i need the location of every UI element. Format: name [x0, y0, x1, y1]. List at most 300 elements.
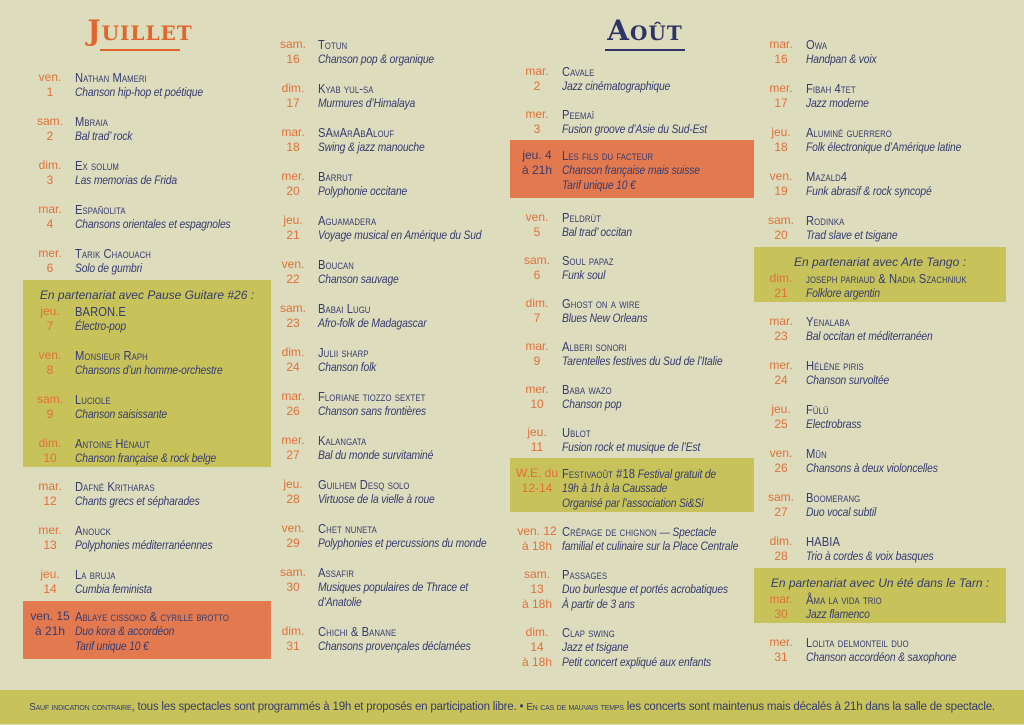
event-description: Murmures d’Himalaya — [318, 96, 416, 110]
date-line: jeu. — [283, 477, 303, 491]
event-entry — [758, 314, 1002, 344]
artist-name-text: Antoine Hénaut — [75, 436, 151, 451]
artist-name — [562, 382, 622, 397]
artist-name — [562, 625, 711, 640]
event-info — [316, 257, 412, 287]
artist-name-text: Ablaye cissoko & cyrille brotto — [75, 609, 230, 624]
date-line: 27 — [774, 505, 788, 519]
date-line: 28 — [774, 549, 788, 563]
date-line: jeu. — [283, 213, 303, 227]
artist-name — [562, 425, 700, 440]
event-info — [804, 592, 894, 622]
partnership-box — [23, 280, 271, 467]
event-info — [804, 635, 981, 665]
event-description: Chansons d’un homme-orchestre — [75, 363, 223, 377]
event-description: Chanson française mais suisse — [562, 163, 700, 177]
date-line: 28 — [286, 492, 300, 506]
artist-name-text: Peldrùt — [562, 210, 602, 225]
event-date — [27, 114, 73, 144]
date-line: dim. — [281, 624, 305, 638]
date-line: 31 — [774, 650, 788, 664]
artist-name — [75, 348, 223, 363]
artist-name — [318, 565, 468, 580]
artist-name-text: Yenalaba — [806, 314, 850, 329]
artist-name — [562, 253, 614, 268]
date-line: mer. — [769, 635, 793, 649]
event-description: Fusion rock et musique de l’Est — [562, 440, 701, 454]
date-line: 24 — [774, 373, 788, 387]
artist-name-text: joseph pariaud & Nadia Szachniuk — [806, 271, 967, 286]
event-info — [73, 114, 142, 144]
artist-name — [318, 81, 415, 96]
event-description: Folklore argentin — [806, 286, 880, 300]
event-info — [73, 479, 220, 509]
event-entry — [270, 37, 502, 67]
event-entry — [514, 148, 750, 193]
event-date — [758, 125, 804, 155]
event-info — [560, 64, 688, 94]
date-line: 13 — [530, 582, 544, 596]
artist-name — [318, 433, 433, 448]
date-line: 13 — [43, 538, 57, 552]
artist-name-text: Soul papaz — [562, 253, 614, 268]
event-date — [27, 523, 73, 553]
date-line: sam. — [523, 567, 550, 581]
event-entry — [270, 477, 502, 507]
date-line: 3 — [533, 122, 541, 136]
date-line: 20 — [286, 184, 300, 198]
artist-name-text: Chichi & Banane — [318, 624, 397, 639]
event-date — [758, 37, 804, 67]
event-description: Duo vocal subtil — [806, 505, 877, 519]
event-info — [73, 523, 235, 553]
event-entry — [758, 271, 1002, 301]
artist-name-text: Ublot — [562, 425, 591, 440]
artist-name-text: Totun — [318, 37, 348, 52]
date-line: sam. — [279, 37, 306, 51]
date-line: dim. — [525, 296, 549, 310]
event-info — [804, 37, 888, 67]
artist-name-text: Españolita — [75, 202, 126, 217]
event-description: Las memorias de Frida — [75, 173, 177, 187]
event-entry — [758, 446, 1002, 476]
event-entry — [514, 382, 750, 412]
event-info — [560, 466, 741, 511]
date-line: 17 — [286, 96, 300, 110]
date-line: jeu. — [771, 402, 791, 416]
artist-name — [806, 271, 967, 286]
event-date — [27, 246, 73, 276]
event-date — [270, 125, 316, 155]
artist-name — [806, 358, 889, 373]
date-line: ven. 12 — [517, 524, 557, 538]
date-line: à 21h — [34, 624, 66, 638]
date-line: mar. — [38, 202, 62, 216]
event-date — [758, 358, 804, 388]
event-info — [560, 148, 722, 193]
event-date — [758, 402, 804, 432]
event-date — [270, 301, 316, 331]
event-info — [804, 125, 986, 155]
date-line: mer. — [281, 433, 305, 447]
date-line: 6 — [533, 268, 541, 282]
event-date — [270, 81, 316, 111]
event-description: Chansons provençales déclamées — [318, 639, 471, 653]
event-date — [27, 304, 73, 334]
artist-name-text: Peemaï — [562, 107, 595, 122]
event-description: Bal trad’ occitan — [562, 225, 632, 239]
event-description: Handpan & voix — [806, 52, 877, 66]
footer-lead-1: Sauf indication contraire — [29, 702, 132, 713]
event-description: d’Anatolie — [318, 595, 362, 609]
event-date — [270, 169, 316, 199]
date-line: dim. — [281, 345, 305, 359]
event-info — [316, 433, 452, 463]
event-info — [316, 477, 454, 507]
date-line: à 21h — [521, 163, 553, 177]
event-entry — [27, 114, 267, 144]
event-description: Électro-pop — [75, 319, 126, 333]
event-entry — [514, 296, 750, 326]
month-title-text: Juillet — [87, 14, 193, 47]
date-line: 25 — [774, 417, 788, 431]
special-event-box — [510, 140, 754, 198]
event-date — [758, 446, 804, 476]
event-date — [514, 524, 560, 554]
date-line: jeu. — [527, 425, 547, 439]
event-description: Chanson sans frontières — [318, 404, 426, 418]
event-date — [27, 348, 73, 378]
event-date — [514, 339, 560, 369]
event-description: Tarif unique 10 € — [75, 639, 149, 653]
artist-name — [75, 114, 132, 129]
event-entry — [270, 301, 502, 331]
artist-name — [806, 125, 961, 140]
partnership-header: En partenariat avec Un été dans le Tarn : — [770, 576, 990, 590]
event-entry — [514, 524, 750, 554]
date-line: mar. — [281, 389, 305, 403]
date-line: 1 — [46, 85, 54, 99]
date-line: 18 — [774, 140, 788, 154]
event-entry — [27, 158, 267, 188]
date-line: 26 — [286, 404, 300, 418]
date-line: mer. — [38, 246, 62, 260]
artist-name — [318, 301, 426, 316]
event-entry — [758, 125, 1002, 155]
artist-name — [806, 446, 938, 461]
event-info — [73, 158, 194, 188]
artist-name — [75, 609, 229, 624]
artist-name — [318, 213, 476, 228]
footer-text-1: , tous les spectacles sont programmés à 19h et proposés en participation libre. • — [131, 701, 527, 713]
event-entry — [27, 479, 267, 509]
event-entry — [758, 635, 1002, 665]
artist-name-text: Hélène piris — [806, 358, 864, 373]
event-date — [27, 158, 73, 188]
date-line: sam. — [523, 253, 550, 267]
special-event-box — [23, 601, 271, 659]
event-entry — [514, 107, 750, 137]
date-line: mar. — [281, 125, 305, 139]
event-info — [316, 624, 495, 654]
event-info — [316, 169, 422, 199]
event-date — [270, 257, 316, 287]
event-entry — [270, 433, 502, 463]
artist-name — [562, 107, 707, 122]
date-line: 2 — [46, 129, 54, 143]
event-entry — [27, 609, 267, 654]
event-info — [73, 609, 254, 654]
artist-name-text: Kyab yul-sa — [318, 81, 374, 96]
artist-name-extra: — Spectacle — [656, 525, 717, 539]
artist-name — [806, 534, 933, 549]
artist-name — [75, 202, 231, 217]
event-entry — [758, 169, 1002, 199]
event-description: Jazz flamenco — [806, 607, 870, 621]
artist-name-text: Aluminé guerrero — [806, 125, 892, 140]
event-date — [514, 296, 560, 326]
event-description: Bal occitan et méditerranéen — [806, 329, 933, 343]
event-info — [73, 70, 224, 100]
date-line: mer. — [769, 81, 793, 95]
date-line: 29 — [286, 536, 300, 550]
artist-name — [806, 402, 861, 417]
event-info — [73, 436, 239, 466]
date-line: 20 — [774, 228, 788, 242]
date-line: mar. — [525, 339, 549, 353]
event-description: Jazz et tsigane — [562, 640, 629, 654]
event-description: Chansons à deux violoncelles — [806, 461, 938, 475]
artist-name — [562, 64, 670, 79]
artist-name-text: Dafné Kritharas — [75, 479, 155, 494]
date-line: 21 — [774, 286, 788, 300]
artist-name-text: Mazald4 — [806, 169, 848, 184]
event-description: Duo burlesque et portés acrobatiques — [562, 582, 728, 596]
artist-name — [806, 490, 876, 505]
artist-name-text: Les fils du facteur — [562, 148, 654, 163]
date-line: 22 — [286, 272, 300, 286]
date-line: jeu. 4 — [522, 148, 552, 162]
artist-name-text: Barrut — [318, 169, 353, 184]
date-line: ven. — [38, 70, 62, 84]
artist-name — [318, 125, 425, 140]
date-line: 14 — [530, 640, 544, 654]
event-description: Solo de gumbri — [75, 261, 143, 275]
date-line: 8 — [46, 363, 54, 377]
event-description: Polyphonies et percussions du monde — [318, 536, 487, 550]
event-date — [514, 64, 560, 94]
date-line: 19 — [774, 184, 788, 198]
artist-name — [75, 304, 126, 319]
event-entry — [27, 436, 267, 466]
event-description: Funk soul — [562, 268, 606, 282]
event-info — [804, 169, 952, 199]
event-date — [270, 37, 316, 67]
artist-name-text: Fülü — [806, 402, 829, 417]
event-description: Bal trad’ rock — [75, 129, 133, 143]
event-entry — [758, 37, 1002, 67]
event-info — [804, 402, 870, 432]
footer-note — [0, 690, 1024, 724]
month-title-aout — [585, 14, 705, 51]
event-entry — [27, 392, 267, 422]
date-line: 23 — [286, 316, 300, 330]
artist-name-text: BARON.E — [75, 304, 126, 319]
event-entry — [270, 213, 502, 243]
event-date — [270, 345, 316, 375]
event-description: Afro-folk de Madagascar — [318, 316, 427, 330]
event-entry — [27, 304, 267, 334]
event-description: Chanson pop — [562, 397, 622, 411]
event-date — [270, 565, 316, 610]
artist-name-text: Assafir — [318, 565, 355, 580]
event-date — [270, 389, 316, 419]
event-info — [316, 521, 502, 551]
artist-name-text: Mũn — [806, 446, 827, 461]
date-line: ven. 15 — [30, 609, 70, 623]
artist-name — [75, 70, 203, 85]
date-line: ven. — [525, 210, 549, 224]
event-date — [758, 213, 804, 243]
date-line: à 18h — [521, 539, 553, 553]
date-line: sam. — [767, 490, 794, 504]
date-line: dim. — [525, 625, 549, 639]
artist-name — [318, 389, 426, 404]
event-entry — [758, 490, 1002, 520]
date-line: 27 — [286, 448, 300, 462]
date-line: 3 — [46, 173, 54, 187]
footer-lead-2: En cas de mauvais temps — [526, 702, 624, 713]
artist-name — [318, 624, 471, 639]
artist-name-text: Clap swing — [562, 625, 615, 640]
artist-name — [75, 523, 212, 538]
artist-name-text: Babai Lugu — [318, 301, 371, 316]
date-line: dim. — [769, 534, 793, 548]
event-info — [560, 107, 731, 137]
event-date — [514, 148, 560, 193]
artist-name-text: Chet nuneta — [318, 521, 377, 536]
event-entry — [270, 81, 502, 111]
date-line: mer. — [281, 169, 305, 183]
date-line: 5 — [533, 225, 541, 239]
event-date — [758, 314, 804, 344]
event-date — [514, 107, 560, 137]
event-entry — [27, 70, 267, 100]
artist-name-text: Owa — [806, 37, 828, 52]
date-line: 30 — [286, 580, 300, 594]
event-entry — [270, 345, 502, 375]
event-date — [27, 567, 73, 597]
event-entry — [758, 534, 1002, 564]
artist-name — [318, 37, 434, 52]
event-info — [560, 339, 749, 369]
date-line: mer. — [525, 382, 549, 396]
date-line: à 18h — [521, 597, 553, 611]
event-entry — [27, 348, 267, 378]
date-line: mar. — [525, 64, 549, 78]
artist-name — [806, 169, 932, 184]
event-description: Jazz cinématographique — [562, 79, 671, 93]
date-line: dim. — [281, 81, 305, 95]
date-line: 10 — [43, 451, 57, 465]
artist-name-text: Guilhem Desq solo — [318, 477, 410, 492]
event-entry — [758, 81, 1002, 111]
event-entry — [27, 202, 267, 232]
event-description: Petit concert expliqué aux enfants — [562, 655, 712, 669]
event-info — [804, 81, 879, 111]
column-juillet-2 — [270, 37, 502, 668]
event-info — [560, 382, 631, 412]
column-aout-2 — [758, 37, 1002, 679]
date-line: 7 — [533, 311, 541, 325]
date-line: dim. — [38, 436, 62, 450]
event-date — [514, 382, 560, 412]
date-line: ven. — [38, 348, 62, 362]
event-info — [316, 389, 443, 419]
event-description: Chanson pop & organique — [318, 52, 434, 66]
event-date — [514, 466, 560, 511]
event-date — [758, 490, 804, 520]
event-entry — [758, 213, 1002, 243]
date-line: ven. — [281, 521, 305, 535]
event-entry — [270, 169, 502, 199]
event-description: À partir de 3 ans — [562, 597, 635, 611]
partnership-box — [510, 458, 754, 512]
event-date — [758, 169, 804, 199]
date-line: 12 — [43, 494, 57, 508]
event-info — [804, 314, 953, 344]
event-description: Fusion groove d’Asie du Sud-Est — [562, 122, 707, 136]
event-description: Electrobrass — [806, 417, 862, 431]
date-line: jeu. — [771, 125, 791, 139]
date-line: 16 — [286, 52, 300, 66]
artist-name — [806, 592, 882, 607]
event-entry — [270, 389, 502, 419]
event-description: Folk électronique d’Amérique latine — [806, 140, 962, 154]
event-entry — [514, 253, 750, 283]
event-entry — [514, 64, 750, 94]
date-line: ven. — [281, 257, 305, 271]
artist-name-text: Festivaoût #18 — [562, 466, 636, 481]
artist-name-text: SAmArAbAlouf — [318, 125, 395, 140]
artist-name-text: Kalangata — [318, 433, 367, 448]
date-line: W.E. du — [515, 466, 559, 480]
date-line: 31 — [286, 639, 300, 653]
event-info — [804, 446, 959, 476]
event-date — [27, 609, 73, 654]
artist-name-text: Lolita delmonteil duo — [806, 635, 909, 650]
event-date — [514, 210, 560, 240]
event-info — [804, 213, 912, 243]
artist-name — [75, 246, 151, 261]
event-entry — [270, 257, 502, 287]
date-line: 11 — [530, 440, 544, 454]
date-line: 9 — [533, 354, 541, 368]
event-description: familial et culinaire sur la Place Centrale — [562, 539, 739, 553]
artist-name — [562, 339, 722, 354]
artist-name-text: Boomerang — [806, 490, 861, 505]
month-title-text: Août — [607, 14, 683, 47]
artist-name-text: La bruja — [75, 567, 116, 582]
event-info — [316, 213, 502, 243]
event-info — [804, 490, 888, 520]
event-entry — [514, 567, 750, 612]
date-line: 23 — [774, 329, 788, 343]
date-line: ven. — [769, 446, 793, 460]
event-date — [758, 271, 804, 301]
event-entry — [758, 402, 1002, 432]
event-entry — [27, 523, 267, 553]
